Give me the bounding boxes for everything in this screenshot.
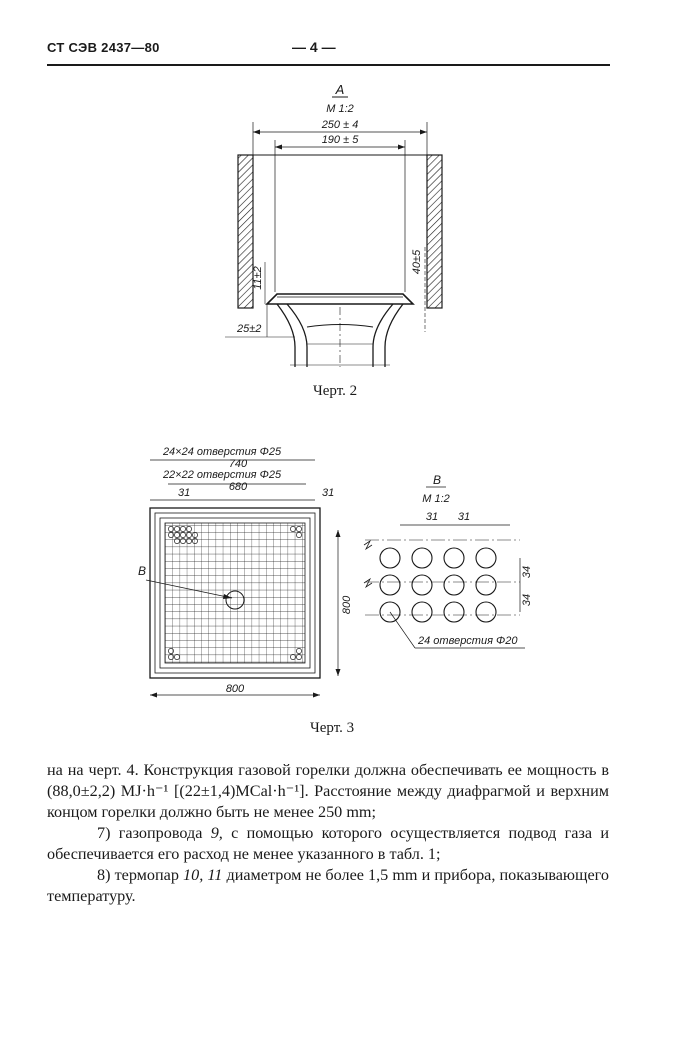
dim-740: 740	[228, 458, 248, 470]
dim-holes-outer: 24×24 отверстия Φ25	[162, 446, 282, 458]
dim-800-bottom: 800	[225, 683, 245, 695]
paragraph-8	[47, 865, 609, 907]
view-label-a: A	[335, 82, 345, 97]
detail-dim-34-a: 34	[521, 565, 533, 579]
paragraph-7	[47, 823, 609, 865]
header-rule	[47, 64, 610, 66]
item-7-text: с помощью которого осуществляется подвод газа и обеспечивается его расход не менее указанного в табл. 1;	[47, 824, 609, 863]
figure-2-drawing	[215, 82, 465, 372]
item-7-ref: 9,	[210, 824, 223, 842]
figure-3-detail	[360, 470, 540, 670]
detail-scale: М 1:2	[422, 493, 450, 505]
standard-code: СТ СЭВ 2437—80	[47, 40, 160, 55]
page-number: — 4 —	[292, 39, 336, 55]
callout-b: B	[138, 564, 147, 578]
dim-25: 25±2	[237, 323, 262, 335]
detail-dim-34-b: 34	[521, 593, 533, 607]
item-8-text: диаметром не более 1,5 mm и прибора, показывающего температуру.	[47, 866, 610, 905]
figure-3-caption: Черт. 3	[310, 720, 355, 736]
figure-2	[215, 82, 465, 372]
figure-3-plate-drawing	[140, 440, 360, 702]
dim-800-right: 800	[341, 595, 353, 615]
dim-190: 190 ± 5	[321, 134, 359, 146]
item-8-ref: 10, 11	[183, 866, 223, 884]
detail-dim-31-a: 31	[425, 511, 439, 523]
dim-11: 11±2	[252, 266, 264, 290]
dim-31-left: 31	[178, 487, 191, 499]
dim-holes-inner: 22×22 отверстия Φ25	[162, 469, 282, 481]
detail-holes-label: 24 отверстия Φ20	[418, 635, 518, 647]
figure-2-scale: М 1:2	[326, 103, 354, 115]
figure-3-plate	[140, 440, 360, 702]
dim-31-right: 31	[322, 487, 335, 499]
figure-3-detail-drawing	[360, 470, 540, 670]
paragraph-1: на на черт. 4. Конструкция газовой горелки должна обеспечивать ее мощность в (88,0±2,2) MJ·h⁻¹ [(22±1,4)MCal·h⁻¹]. Расстояние между диафрагмой и верхним концом горелки должно быть не менее 250 mm;	[47, 761, 609, 821]
item-7-lead: 7) газопровода	[97, 824, 203, 842]
dim-40: 40±5	[411, 249, 423, 275]
dim-250: 250 ± 4	[321, 119, 359, 131]
detail-label-b: B	[433, 473, 442, 487]
page-header	[47, 34, 610, 68]
detail-dim-31-b: 31	[457, 511, 471, 523]
dim-680: 680	[228, 481, 248, 493]
item-8-lead: 8) термопар	[97, 866, 179, 884]
body-text	[47, 760, 609, 907]
figure-2-caption: Черт. 2	[313, 383, 358, 399]
